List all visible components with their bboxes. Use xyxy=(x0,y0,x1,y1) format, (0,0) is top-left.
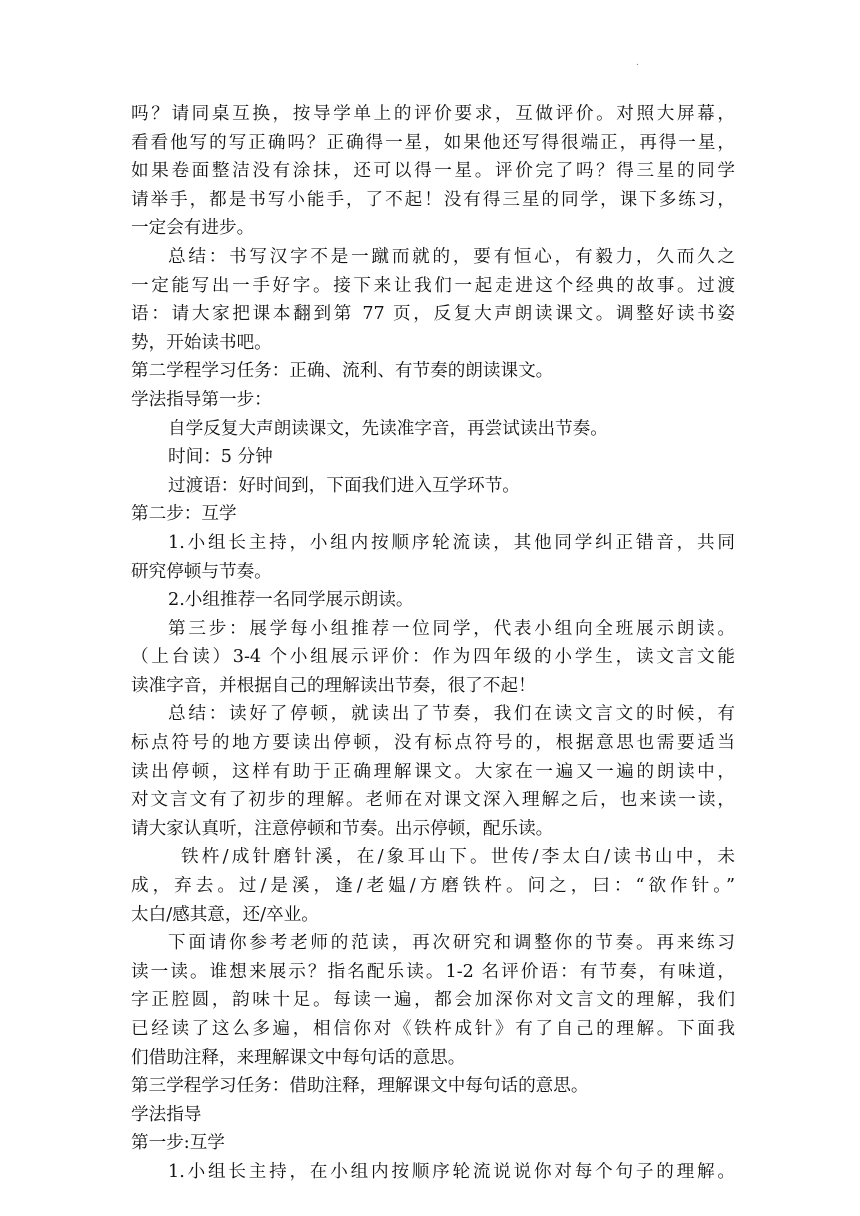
text-line: 读准字音，并根据自己的理解读出节奏，很了不起！ xyxy=(131,675,536,696)
text-line: 字正腔圆，韵味十足。每读一遍，都会加深你对文言文的理解，我们 xyxy=(131,990,735,1011)
text-line: 总结：读好了停顿，就读出了节奏，我们在读文言文的时候，有 xyxy=(168,704,735,725)
text-line: 成，弃去。过/是溪，逢/老媪/方磨铁杵。问之，曰：“欲作针。” xyxy=(131,876,735,897)
text-line: 请大家认真听，注意停顿和节奏。出示停顿，配乐读。 xyxy=(131,818,554,839)
text-line: 对文言文有了初步的理解。老师在对课文深入理解之后，也来读一读， xyxy=(131,790,735,811)
text-line: 第一步:互学 xyxy=(131,1133,225,1154)
text-line: 语：请大家把课本翻到第 77 页，反复大声朗读课文。调整好读书姿 xyxy=(131,304,735,325)
text-line: 读出停顿，这样有助于正确理解课文。大家在一遍又一遍的朗读中， xyxy=(131,761,735,782)
text-line: 吗？请同桌互换，按导学单上的评价要求，互做评价。对照大屏幕， xyxy=(131,104,735,124)
text-line: 第三学程学习任务：借助注释，理解课文中每句话的意思。 xyxy=(131,1076,589,1097)
text-line: 看看他写的写正确吗？正确得一星，如果他还写得很端正，再得一星， xyxy=(131,132,735,153)
text-line: 请举手，都是书写小能手，了不起！没有得三星的同学，课下多练习， xyxy=(131,189,735,210)
text-line: 们借助注释，来理解课文中每句话的意思。 xyxy=(131,1047,466,1068)
text-line: 1.小组长主持，小组内按顺序轮流读，其他同学纠正错音，共同 xyxy=(168,532,735,553)
text-line: 太白/感其意，还/卒业。 xyxy=(131,904,319,925)
text-line: 第二步：互学 xyxy=(131,504,237,525)
text-line: 标点符号的地方要读出停顿，没有标点符号的，根据意思也需要适当 xyxy=(131,733,735,754)
text-line: 过渡语：好时间到，下面我们进入互学环节。 xyxy=(168,475,520,496)
text-line: 时间：5 分钟 xyxy=(168,447,273,468)
text-line: 第三步：展学每小组推荐一位同学，代表小组向全班展示朗读。 xyxy=(168,618,735,639)
text-line: 一定能写出一手好字。接下来让我们一起走进这个经典的故事。过渡 xyxy=(131,275,735,296)
text-line: 读一读。谁想来展示？指名配乐读。1-2 名评价语：有节奏，有味道， xyxy=(131,961,735,982)
text-line: 铁杵/成针磨针溪，在/象耳山下。世传/李太白/读书山中，未 xyxy=(181,847,735,868)
text-line: 已经读了这么多遍，相信你对《铁杵成针》有了自己的理解。下面我 xyxy=(131,1019,735,1039)
text-line: 下面请你参考老师的范读，再次研究和调整你的节奏。再来练习 xyxy=(168,933,735,954)
text-line: 第二学程学习任务：正确、流利、有节奏的朗读课文。 xyxy=(131,361,554,382)
text-line: 学法指导第一步： xyxy=(131,389,272,410)
text-line: 学法指导 xyxy=(131,1104,202,1125)
text-line: 如果卷面整洁没有涂抹，还可以得一星。评价完了吗？得三星的同学 xyxy=(131,161,735,182)
text-line: 势，开始读书吧。 xyxy=(131,332,272,353)
text-line: 一定会有进步。 xyxy=(131,218,255,239)
text-line: 研究停顿与节奏。 xyxy=(131,561,272,582)
text-line: 自学反复大声朗读课文，先读准字音，再尝试读出节奏。 xyxy=(168,418,608,439)
page-marker: . xyxy=(636,58,639,68)
text-line: 2.小组推荐一名同学展示朗读。 xyxy=(168,590,414,611)
text-line: 1.小组长主持，在小组内按顺序轮流说说你对每个句子的理解。 xyxy=(168,1161,735,1182)
text-line: （上台读）3-4 个小组展示评价：作为四年级的小学生，读文言文能 xyxy=(131,647,735,668)
document-body xyxy=(131,100,735,1187)
text-line: 总结：书写汉字不是一蹴而就的，要有恒心，有毅力，久而久之 xyxy=(168,246,735,267)
